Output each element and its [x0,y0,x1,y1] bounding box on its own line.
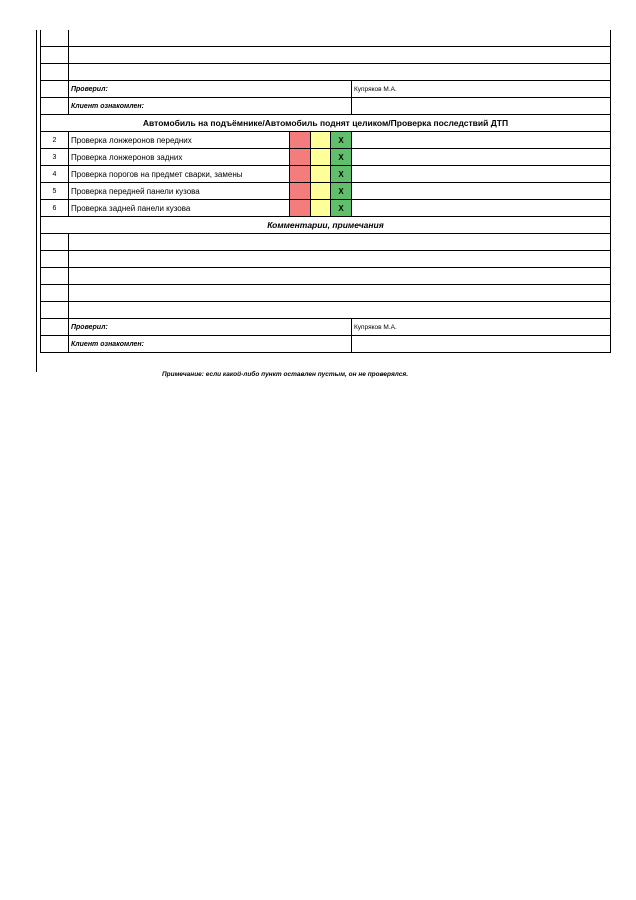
blank-row [41,30,611,47]
comment-cell[interactable] [352,166,611,183]
comment-cell[interactable] [352,183,611,200]
status-red-cell[interactable] [290,132,311,149]
status-green-cell[interactable]: X [331,166,352,183]
row-number: 6 [41,200,69,217]
table-row [41,200,611,217]
table-row [41,166,611,183]
comment-row [41,268,611,285]
status-green-cell[interactable]: X [331,149,352,166]
footnote: Примечание: если какой-либо пункт оставлен пустым, он не проверялся. [162,371,408,378]
row-number: 3 [41,149,69,166]
status-green-cell[interactable]: X [331,183,352,200]
status-yellow-cell[interactable] [311,132,331,149]
status-yellow-cell[interactable] [311,183,331,200]
row-label: Проверка задней панели кузова [69,200,290,217]
status-yellow-cell[interactable] [311,149,331,166]
row-label: Проверка порогов на предмет сварки, замены [69,166,290,183]
comment-cell[interactable] [352,149,611,166]
checked-by-name: Купряков М.А. [352,81,611,98]
row-number: 4 [41,166,69,183]
lift-section-header [41,115,611,132]
client-ack-label: Клиент ознакомлен: [69,98,352,115]
checked-by-label: Проверил: [69,319,352,336]
comment-cell[interactable] [352,132,611,149]
status-red-cell[interactable] [290,200,311,217]
status-red-cell[interactable] [290,166,311,183]
checked-by-name: Купряков М.А. [352,319,611,336]
client-ack-row [41,98,611,115]
left-border [36,30,37,372]
status-yellow-cell[interactable] [311,200,331,217]
row-label: Проверка лонжеронов задних [69,149,290,166]
comment-cell[interactable] [352,200,611,217]
row-label: Проверка передней панели кузова [69,183,290,200]
checked-by-row [41,319,611,336]
blank-row [41,64,611,81]
status-green-cell[interactable]: X [331,132,352,149]
lift-section-title: Автомобиль на подъёмнике/Автомобиль поднят целиком/Проверка последствий ДТП [41,115,611,132]
comment-row [41,285,611,302]
client-ack-row [41,336,611,353]
status-green-cell[interactable]: X [331,200,352,217]
comment-row [41,234,611,251]
row-number: 2 [41,132,69,149]
client-ack-label: Клиент ознакомлен: [69,336,352,353]
row-label: Проверка лонжеронов передних [69,132,290,149]
blank-row [41,47,611,64]
table-row [41,149,611,166]
status-yellow-cell[interactable] [311,166,331,183]
comment-row [41,251,611,268]
comments-section-title: Комментарии, примечания [41,217,611,234]
row-number: 5 [41,183,69,200]
comments-section-header [41,217,611,234]
table-row [41,132,611,149]
status-red-cell[interactable] [290,149,311,166]
checked-by-row [41,81,611,98]
inspection-form-table [40,30,611,353]
table-row [41,183,611,200]
status-red-cell[interactable] [290,183,311,200]
checked-by-label: Проверил: [69,81,352,98]
comment-row [41,302,611,319]
